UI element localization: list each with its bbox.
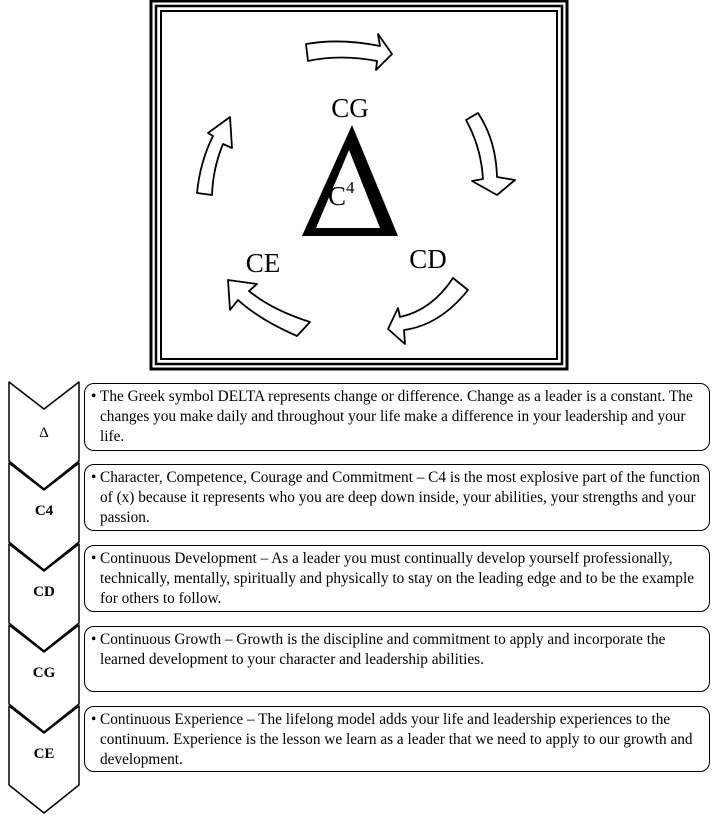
bullet-icon: • xyxy=(91,469,97,486)
chevron-label: Δ xyxy=(39,425,49,441)
bullet-icon: • xyxy=(91,711,97,728)
chevron-label: CD xyxy=(33,584,55,600)
description-box xyxy=(84,626,710,692)
chevron-label: CE xyxy=(33,746,55,762)
bullet-icon: • xyxy=(91,388,97,405)
chevron-label: CG xyxy=(32,665,56,681)
chevron-5 xyxy=(8,705,80,815)
arrow-right-icon xyxy=(466,113,515,195)
bullet-icon: • xyxy=(91,550,97,567)
description-text: Continuous Growth – Growth is the discipline and commitment to apply and incorporate the learned development to your character and leadership abilities. xyxy=(100,631,666,668)
arrow-left-icon xyxy=(228,280,310,336)
description-box xyxy=(84,383,710,451)
description-text: Continuous Development – As a leader you must continually develop yourself professionally, technically, mentally, spiritually and physically to stay on the leading edge and to be the example for others to follow. xyxy=(100,550,694,607)
center-label-sup: 4 xyxy=(346,178,355,197)
arrow-top-icon xyxy=(306,34,392,70)
description-box xyxy=(84,464,710,531)
label-right: CD xyxy=(409,244,447,274)
description-text: Character, Competence, Courage and Commitment – C4 is the most explosive part of the function of (x) because it represents who you are deep down inside, your abilities, your strengths and your passion. xyxy=(100,469,701,526)
label-top: CG xyxy=(331,93,369,123)
arrow-upper-left-icon xyxy=(197,117,232,195)
description-box xyxy=(84,706,710,772)
description-box xyxy=(84,545,710,612)
description-text: Continuous Experience – The lifelong model adds your life and leadership experiences to the continuum. Experience is the lesson we learn as a leader that we need to apply to our growth and development. xyxy=(100,711,693,768)
cycle-diagram xyxy=(0,0,722,375)
arrow-bottom-icon xyxy=(388,278,468,344)
center-label: $C^4$ xyxy=(328,178,355,211)
description-text: The Greek symbol DELTA represents change or difference. Change as a leader is a constant. The changes you make daily and throughout your life make a difference in your leadership and your life. xyxy=(100,388,693,445)
label-left: CE xyxy=(245,248,281,278)
bullet-icon: • xyxy=(91,631,97,648)
chevron-label: C4 xyxy=(34,503,54,519)
